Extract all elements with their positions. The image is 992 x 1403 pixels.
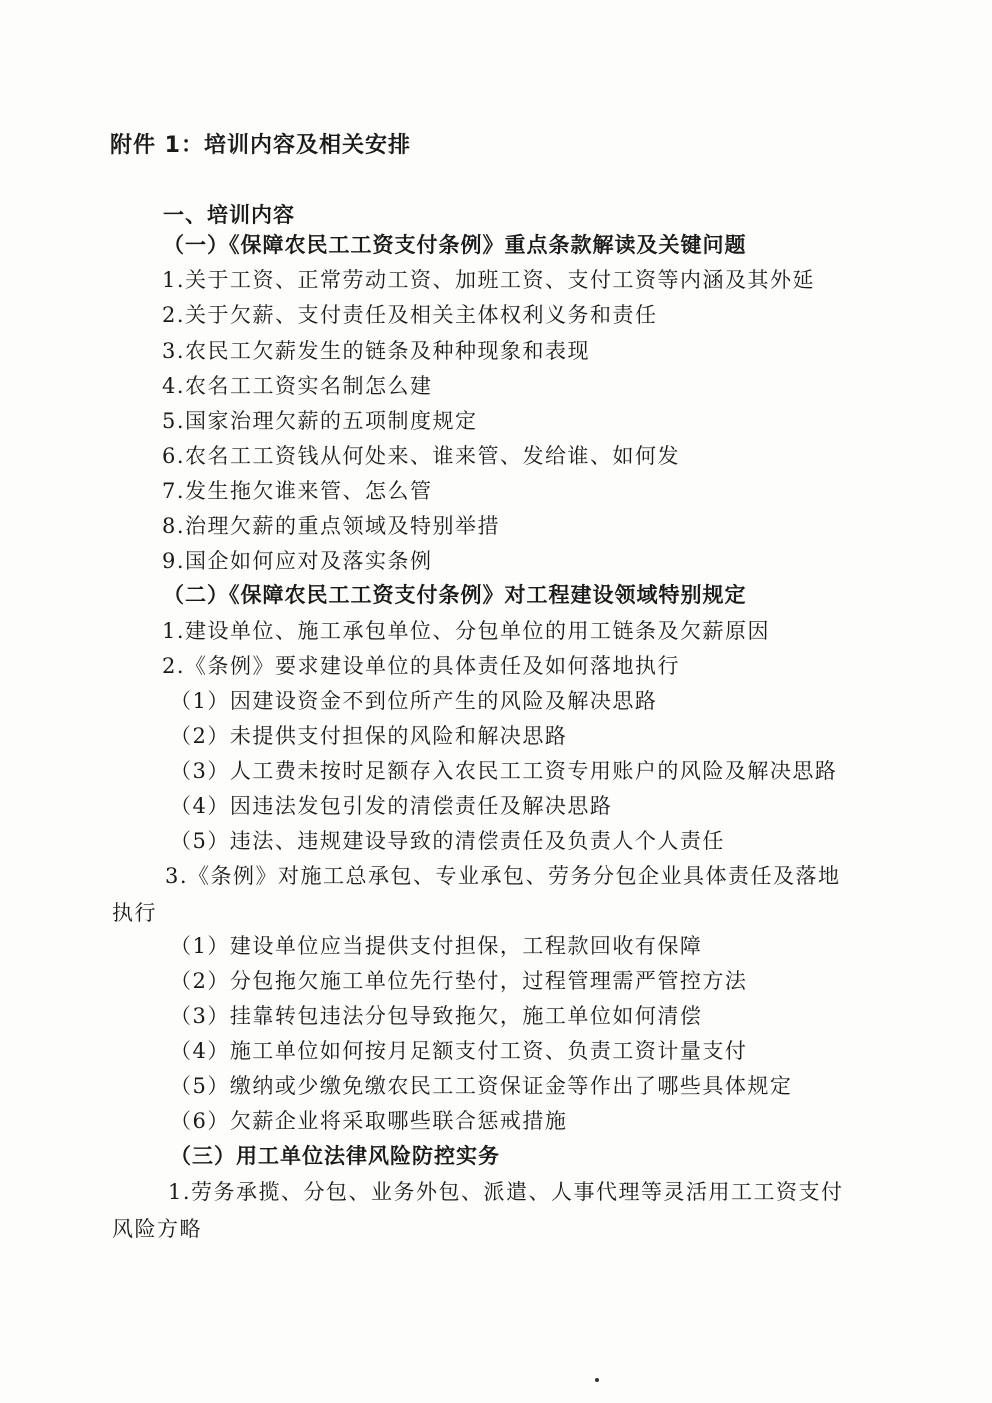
part-2-subitem: （5）违法、违规建设导致的清偿责任及负责人个人责任 [170,829,725,853]
part-2-subitem: （3）挂靠转包违法分包导致拖欠，施工单位如何清偿 [170,1004,703,1028]
part-2-subitem: （1）建设单位应当提供支付担保，工程款回收有保障 [170,934,703,958]
part-1-item: 5.国家治理欠薪的五项制度规定 [162,409,478,433]
part-2-subitem: （2）分包拖欠施工单位先行垫付，过程管理需严管控方法 [170,969,748,993]
part-1-item: 6.农名工工资钱从何处来、谁来管、发给谁、如何发 [162,444,681,468]
part-1-item: 1.关于工资、正常劳动工资、加班工资、支付工资等内涵及其外延 [162,268,816,292]
part-2-item-continuation: 执行 [112,901,157,925]
part-2-subitem: （6）欠薪企业将采取哪些联合惩戒措施 [170,1109,568,1133]
part-1-item: 7.发生拖欠谁来管、怎么管 [162,479,433,503]
part-2-item: 2.《条例》要求建设单位的具体责任及如何落地执行 [162,654,681,678]
part-1-item: 8.治理欠薪的重点领域及特别举措 [162,514,501,538]
part-2-subitem: （5）缴纳或少缴免缴农民工工资保证金等作出了哪些具体规定 [170,1074,793,1098]
part-1-heading: （一）《保障农民工工资支付条例》重点条款解读及关键问题 [163,233,747,257]
part-2-subitem: （1）因建设资金不到位所产生的风险及解决思路 [170,689,658,713]
scan-speck [595,1378,599,1382]
part-1-item: 9.国企如何应对及落实条例 [162,549,433,573]
part-2-subitem: （4）施工单位如何按月足额支付工资、负责工资计量支付 [170,1039,748,1063]
part-2-subitem: （2）未提供支付担保的风险和解决思路 [170,724,568,748]
section-heading-training-content: 一、培训内容 [163,203,295,227]
attachment-title: 附件 1：培训内容及相关安排 [110,133,411,158]
part-1-item: 4.农名工工资实名制怎么建 [162,374,433,398]
part-2-subitem: （4）因违法发包引发的清偿责任及解决思路 [170,794,613,818]
part-2-item: 1.建设单位、施工承包单位、分包单位的用工链条及欠薪原因 [162,619,771,643]
part-3-item: 1.劳务承揽、分包、业务外包、派遣、人事代理等灵活用工工资支付 [168,1180,844,1204]
part-3-heading: （三）用工单位法律风险防控实务 [170,1144,500,1168]
part-2-heading: （二）《保障农民工工资支付条例》对工程建设领域特别规定 [163,583,747,607]
part-2-item: 3.《条例》对施工总承包、专业承包、劳务分包企业具体责任及落地 [165,864,841,888]
part-1-item: 3.农民工欠薪发生的链条及种种现象和表现 [162,339,591,363]
part-2-subitem: （3）人工费未按时足额存入农民工工资专用账户的风险及解决思路 [170,759,838,783]
part-3-item-continuation: 风险方略 [112,1217,202,1241]
part-1-item: 2.关于欠薪、支付责任及相关主体权利义务和责任 [162,303,658,327]
